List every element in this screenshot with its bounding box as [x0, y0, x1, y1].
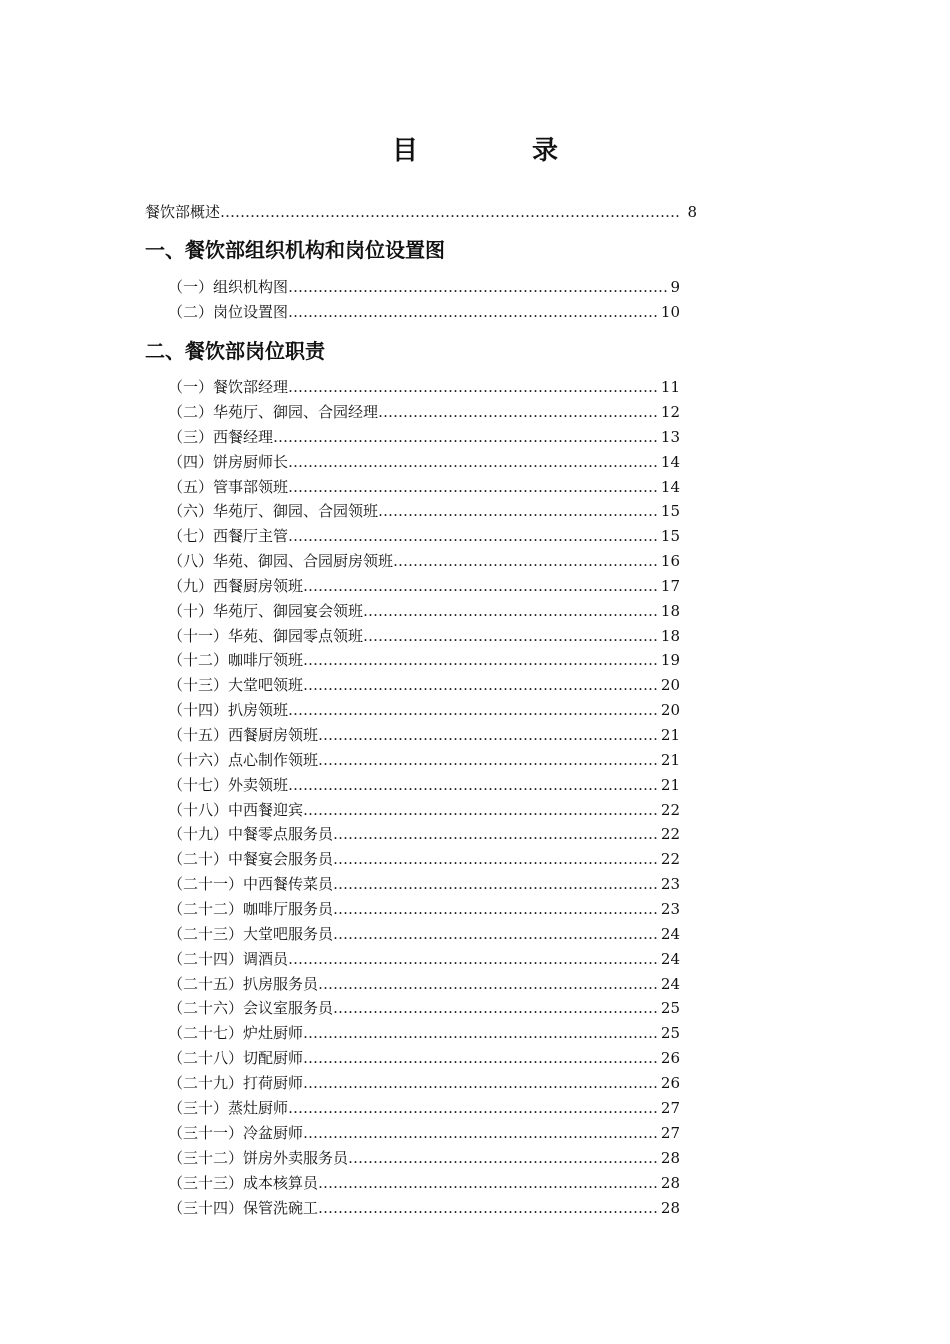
toc-entry-page: 26 [660, 1074, 680, 1092]
toc-leader-dots [303, 674, 659, 696]
toc-entry-label: （五）管事部领班 [168, 478, 289, 496]
toc-entry-page: 12 [660, 403, 680, 421]
toc-entry-page: 13 [660, 428, 680, 446]
toc-leader-dots [288, 376, 659, 398]
toc-entry[interactable] [168, 301, 680, 323]
toc-entry-page: 24 [660, 950, 680, 968]
toc-entry-label: （二十四）调酒员 [168, 950, 289, 968]
toc-entry[interactable] [168, 575, 680, 597]
toc-entry-label: （二十二）咖啡厅服务员 [168, 900, 334, 918]
toc-entry-page: 20 [660, 701, 680, 719]
toc-entry-intro[interactable] [145, 201, 697, 223]
toc-entry-label: （三十二）饼房外卖服务员 [168, 1149, 349, 1167]
toc-leader-dots [303, 649, 659, 671]
toc-entry-label: （二十五）扒房服务员 [168, 975, 319, 993]
toc-entry[interactable] [168, 1197, 680, 1219]
toc-entry-label: （十六）点心制作领班 [168, 751, 319, 769]
toc-entry-page: 24 [660, 925, 680, 943]
toc-entry[interactable] [168, 376, 680, 398]
toc-entry[interactable] [168, 525, 680, 547]
toc-leader-dots [303, 799, 659, 821]
toc-entry-label: （十一）华苑、御园零点领班 [168, 627, 364, 645]
toc-entry-page: 26 [660, 1049, 680, 1067]
toc-entry[interactable] [168, 1172, 680, 1194]
toc-entry-label: （一）餐饮部经理 [168, 378, 289, 396]
toc-entry-page: 25 [660, 1024, 680, 1042]
toc-entry-label: （二）华苑厅、御园、合园经理 [168, 403, 379, 421]
toc-entry[interactable] [168, 1097, 680, 1119]
toc-leader-dots [288, 774, 659, 796]
toc-leader-dots [303, 1047, 659, 1069]
toc-entry-page: 20 [660, 676, 680, 694]
toc-leader-dots [333, 923, 659, 945]
toc-entry[interactable] [168, 799, 680, 821]
toc-leader-dots [303, 1122, 659, 1144]
toc-entry-label: （十二）咖啡厅领班 [168, 651, 304, 669]
section-heading-1[interactable]: 一、餐饮部组织机构和岗位设置图 [145, 238, 445, 262]
toc-entry-label: （二十六）会议室服务员 [168, 999, 334, 1017]
toc-entry-page: 28 [660, 1174, 680, 1192]
toc-leader-dots [288, 699, 659, 721]
toc-leader-dots [288, 1097, 659, 1119]
toc-leader-dots [333, 848, 659, 870]
toc-leader-dots [318, 973, 659, 995]
toc-leader-dots [348, 1147, 659, 1169]
toc-entry[interactable] [168, 625, 680, 647]
toc-entry-label: （二十七）炉灶厨师 [168, 1024, 304, 1042]
toc-entry[interactable] [168, 276, 680, 298]
toc-entry-page: 16 [660, 552, 680, 570]
toc-entry-label: （九）西餐厨房领班 [168, 577, 304, 595]
toc-entry-page: 15 [660, 527, 680, 545]
toc-entry[interactable] [168, 948, 680, 970]
toc-entry[interactable] [168, 1072, 680, 1094]
toc-entry[interactable] [168, 674, 680, 696]
toc-leader-dots [318, 1197, 659, 1219]
toc-leader-dots [288, 276, 668, 298]
section-heading-2[interactable]: 二、餐饮部岗位职责 [145, 339, 325, 363]
toc-entry-label: （十八）中西餐迎宾 [168, 801, 304, 819]
toc-leader-dots [333, 997, 659, 1019]
toc-entry-page: 22 [660, 825, 680, 843]
toc-entry[interactable] [168, 500, 680, 522]
toc-entry-label: （二十九）打荷厨师 [168, 1074, 304, 1092]
toc-entry[interactable] [168, 401, 680, 423]
toc-entry-page: 15 [660, 502, 680, 520]
toc-leader-dots [288, 948, 659, 970]
toc-entry[interactable] [168, 1047, 680, 1069]
toc-leader-dots [333, 898, 659, 920]
toc-entry-page: 8 [687, 203, 697, 221]
toc-entry-page: 14 [660, 478, 680, 496]
toc-leader-dots [303, 575, 659, 597]
toc-entry-page: 18 [660, 602, 680, 620]
toc-entry-page: 27 [660, 1124, 680, 1142]
toc-entry-label: （三十一）冷盆厨师 [168, 1124, 304, 1142]
toc-entry-label: （二十）中餐宴会服务员 [168, 850, 334, 868]
toc-entry[interactable] [168, 600, 680, 622]
toc-entry-page: 10 [660, 303, 680, 321]
toc-leader-dots [318, 724, 659, 746]
toc-entry-page: 28 [660, 1199, 680, 1217]
toc-entry-label: （二十三）大堂吧服务员 [168, 925, 334, 943]
toc-entry-label: （二十一）中西餐传菜员 [168, 875, 334, 893]
toc-entry-page: 21 [660, 726, 680, 744]
toc-entry-page: 21 [660, 751, 680, 769]
toc-leader-dots [318, 1172, 659, 1194]
toc-leader-dots [393, 550, 659, 572]
toc-entry[interactable] [168, 973, 680, 995]
toc-entry[interactable] [168, 923, 680, 945]
toc-leader-dots [288, 451, 659, 473]
toc-entry-page: 17 [660, 577, 680, 595]
toc-leader-dots [303, 1072, 659, 1094]
toc-entry-label: （三十四）保管洗碗工 [168, 1199, 319, 1217]
toc-entry[interactable] [168, 997, 680, 1019]
toc-leader-dots [220, 201, 679, 223]
toc-entry-label: （三十）蒸灶厨师 [168, 1099, 289, 1117]
toc-entry-label: （八）华苑、御园、合园厨房领班 [168, 552, 394, 570]
toc-leader-dots [363, 625, 659, 647]
toc-leader-dots [378, 500, 659, 522]
toc-entry-label: （一）组织机构图 [168, 278, 289, 296]
toc-leader-dots [273, 426, 659, 448]
toc-entry[interactable] [168, 774, 680, 796]
toc-entry-page: 28 [660, 1149, 680, 1167]
toc-entry[interactable] [168, 1147, 680, 1169]
toc-entry-label: （十三）大堂吧领班 [168, 676, 304, 694]
toc-entry-label: 餐饮部概述 [145, 203, 221, 221]
toc-entry-label: （三十三）成本核算员 [168, 1174, 319, 1192]
toc-entry[interactable] [168, 724, 680, 746]
toc-leader-dots [363, 600, 659, 622]
toc-entry-page: 23 [660, 875, 680, 893]
toc-leader-dots [288, 301, 659, 323]
toc-leader-dots [333, 873, 659, 895]
toc-leader-dots [378, 401, 659, 423]
toc-entry[interactable] [168, 699, 680, 721]
toc-entry-page: 27 [660, 1099, 680, 1117]
toc-entry-page: 25 [660, 999, 680, 1017]
toc-entry-page: 11 [660, 378, 680, 396]
toc-entry-label: （十四）扒房领班 [168, 701, 289, 719]
toc-entry-page: 14 [660, 453, 680, 471]
toc-entry[interactable] [168, 898, 680, 920]
toc-leader-dots [288, 476, 659, 498]
toc-leader-dots [318, 749, 659, 771]
toc-leader-dots [303, 1022, 659, 1044]
toc-entry-label: （七）西餐厅主管 [168, 527, 289, 545]
toc-entry[interactable] [168, 649, 680, 671]
toc-entry-label: （十七）外卖领班 [168, 776, 289, 794]
toc-entry-label: （十五）西餐厨房领班 [168, 726, 319, 744]
toc-entry[interactable] [168, 873, 680, 895]
toc-leader-dots [333, 823, 659, 845]
toc-entry-label: （二）岗位设置图 [168, 303, 289, 321]
toc-entry-label: （二十八）切配厨师 [168, 1049, 304, 1067]
toc-entry[interactable] [168, 550, 680, 572]
toc-leader-dots [288, 525, 659, 547]
toc-entry[interactable] [168, 476, 680, 498]
toc-entry-page: 24 [660, 975, 680, 993]
toc-entry-page: 23 [660, 900, 680, 918]
toc-entry-page: 9 [670, 278, 680, 296]
toc-entry[interactable] [168, 848, 680, 870]
toc-entry-page: 22 [660, 850, 680, 868]
toc-entry-page: 19 [660, 651, 680, 669]
toc-entry-label: （十九）中餐零点服务员 [168, 825, 334, 843]
page-title: 目 录 [391, 136, 602, 166]
toc-entry-page: 22 [660, 801, 680, 819]
toc-entry-page: 18 [660, 627, 680, 645]
toc-entry[interactable] [168, 426, 680, 448]
toc-entry[interactable] [168, 749, 680, 771]
toc-entry[interactable] [168, 1122, 680, 1144]
toc-entry-label: （三）西餐经理 [168, 428, 274, 446]
toc-entry[interactable] [168, 823, 680, 845]
toc-entry-label: （四）饼房厨师长 [168, 453, 289, 471]
toc-entry[interactable] [168, 451, 680, 473]
toc-entry-page: 21 [660, 776, 680, 794]
toc-entry[interactable] [168, 1022, 680, 1044]
toc-entry-label: （十）华苑厅、御园宴会领班 [168, 602, 364, 620]
toc-entry-label: （六）华苑厅、御园、合园领班 [168, 502, 379, 520]
